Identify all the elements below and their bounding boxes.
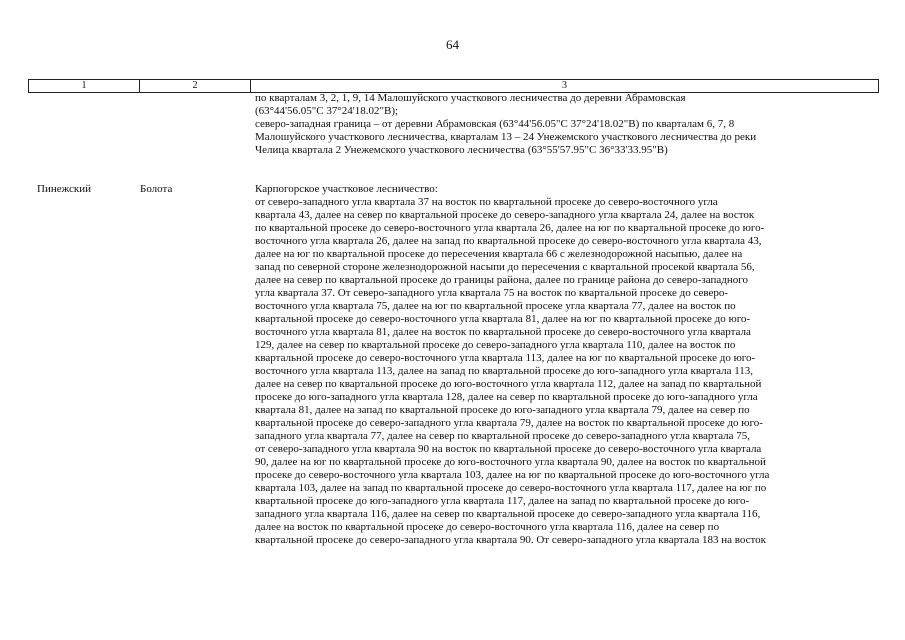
table-header-row xyxy=(28,79,879,93)
description-line: квартала 103, далее на запад по квартальной просеке до северо-восточного угла квартала 117, далее на юг по xyxy=(255,482,767,494)
description-line: 129, далее на север по квартальной просеке до северо-западного угла квартала 110, далее на восток по xyxy=(255,339,736,351)
description-line: 90, далее на юг по квартальной просеке до юго-восточного угла квартала 90, далее на восток по квартальной xyxy=(255,456,766,468)
continuation-line: по кварталам 3, 2, 1, 9, 14 Малошуйского участкового лесничества до деревни Абрамовская xyxy=(255,92,686,104)
continuation-line: Малошуйского участкового лесничества, кварталам 13 – 24 Унежемского участкового лесничества до реки xyxy=(255,131,757,143)
continuation-line: Челица квартала 2 Унежемского участкового лесничества (63°55'57.95"С 36°33'33.95"В) xyxy=(255,144,668,156)
district-cell: Пинежский xyxy=(37,183,92,195)
description-line: квартальной просеке до северо-восточного угла квартала 81, далее на юг по квартальной просеке до юго- xyxy=(255,313,751,325)
table-header-col-1: 1 xyxy=(29,80,140,92)
description-line: восточного угла квартала 26, далее на запад по квартальной просеке до северо-восточного угла квартала 43, xyxy=(255,235,762,247)
description-line: квартальной просеке до северо-восточного угла квартала 113, далее на юг по квартальной просеке до юго- xyxy=(255,352,756,364)
description-line: восточного угла квартала 113, далее на запад по квартальной просеке до юго-западного угла квартала 113, xyxy=(255,365,754,377)
description-line: от северо-западного угла квартала 37 на восток по квартальной просеке до северо-восточного угла xyxy=(255,196,718,208)
description-line: западного угла квартала 77, далее на север по квартальной просеке до северо-западного угла квартала 75, xyxy=(255,430,751,442)
table-header-col-2: 2 xyxy=(140,80,251,92)
description-line: далее на восток по квартальной просеке до северо-восточного угла квартала 116, далее на север по xyxy=(255,521,720,533)
description-line: квартальной просеке до северо-западного угла квартала 79, далее на восток по квартальной просеке до юго- xyxy=(255,417,763,429)
description-line: далее на север по квартальной просеке до юго-восточного угла квартала 112, далее на запад по квартальной xyxy=(255,378,762,390)
continuation-line: северо-западная граница – от деревни Абрамовская (63°44'56.05"С 37°24'18.02"В) по кварталам 6, 7, 8 xyxy=(255,118,735,130)
description-line: по квартальной просеке до северо-восточного угла квартала 26, далее на юг по квартальной просеке до юго- xyxy=(255,222,765,234)
continuation-text xyxy=(255,92,865,157)
description-line: квартала 81, далее на запад по квартальной просеке до юго-западного угла квартала 79, далее на север по xyxy=(255,404,750,416)
page-number: 64 xyxy=(446,37,459,52)
description-line: от северо-западного угла квартала 90 на восток по квартальной просеке до северо-восточного угла квартала xyxy=(255,443,762,455)
boundary-description xyxy=(255,183,865,547)
description-line: квартальной просеке до юго-западного угла квартала 117, далее на запад по квартальной просеке до юго- xyxy=(255,495,750,507)
description-line: просеке до юго-западного угла квартала 128, далее на север по квартальной просеке до юго-западного угла xyxy=(255,391,758,403)
description-line: далее на север по квартальной просеке до границы района, далее по границе района до северо-западного xyxy=(255,274,749,286)
description-line: угла квартала 37. От северо-западного угла квартала 75 на восток по квартальной просеке до северо- xyxy=(255,287,729,299)
category-cell: Болота xyxy=(140,183,173,195)
description-line: просеке до северо-восточного угла квартала 103, далее на юг по квартальной просеке до юго-восточного угла xyxy=(255,469,770,481)
table-header-col-3: 3 xyxy=(562,80,567,91)
description-line: запад по северной стороне железнодорожной насыпи до пересечения с квартальной просекой квартала 56, xyxy=(255,261,755,273)
description-line: Карпогорское участковое лесничество: xyxy=(255,183,438,195)
continuation-line: (63°44'56.05"С 37°24'18.02"В); xyxy=(255,105,399,117)
description-line: далее на юг по квартальной просеке до пересечения квартала 66 с железнодорожной насыпью, далее на xyxy=(255,248,743,260)
description-line: квартала 43, далее на север по квартальной просеке до северо-западного угла квартала 24, далее на восток xyxy=(255,209,755,221)
description-line: восточного угла квартала 81, далее на восток по квартальной просеке до северо-восточного угла квартала xyxy=(255,326,751,338)
description-line: восточного угла квартала 75, далее на юг по квартальной просеке угла квартала 77, далее на восток по xyxy=(255,300,736,312)
description-line: западного угла квартала 116, далее на север по квартальной просеке до северо-западного угла квартала 116, xyxy=(255,508,761,520)
description-line: квартальной просеке до северо-западного угла квартала 90. От северо-западного угла квартала 183 на восток xyxy=(255,534,767,546)
